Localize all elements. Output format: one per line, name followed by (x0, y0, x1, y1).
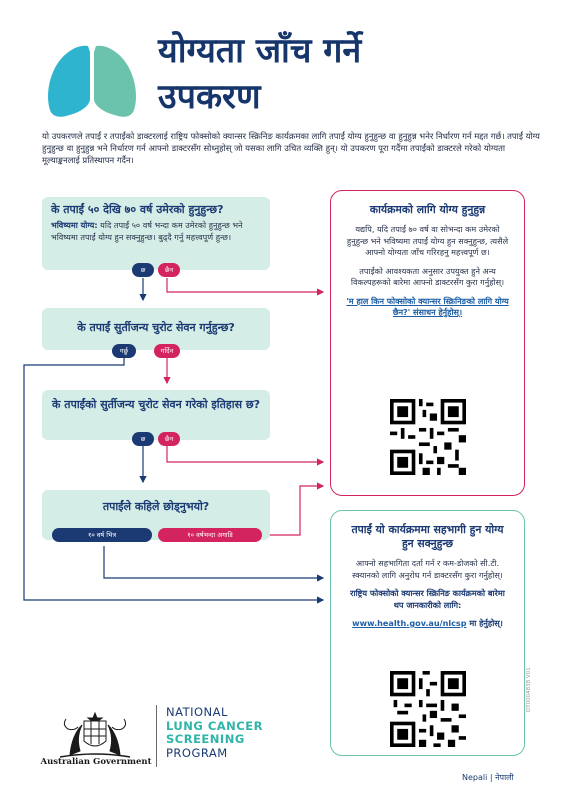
q4-option-within-10: १० वर्ष भित्र (52, 528, 152, 542)
qr-code-icon (390, 671, 466, 747)
question-age-text: के तपाईं ५० देखि ७० वर्ष उमेरको हुनुहुन्छ? (51, 203, 224, 216)
page-title-line-2: उपकरण (158, 77, 261, 117)
q4-option-over-10: १० वर्षभन्दा अगाडि (158, 528, 262, 542)
question-smoke-now-text: के तपाईं सुर्तीजन्य चुरोट सेवन गर्नुहुन्छ? (77, 321, 235, 334)
result-not-eligible (330, 190, 525, 496)
page-title-line-1: योग्यता जाँच गर्ने (158, 31, 362, 71)
nlcsp-url-link[interactable]: www.health.gov.au/nlcsp (352, 618, 467, 628)
nlcsp-line-4: PROGRAM (166, 745, 228, 760)
nlcsp-line-3: SCREENING (166, 732, 245, 746)
not-eligible-title: कार्यक्रमको लागि योग्य हुनुहुन्न (369, 203, 486, 216)
nlcsp-logo (166, 706, 263, 760)
q3-no-pill: छैन (158, 432, 180, 446)
question-smoke-history-text: के तपाईंको सुर्तीजन्य चुरोट सेवन गरेको इतिहास छ? (52, 398, 260, 411)
not-eligible-para-1: यद्यपि, यदि तपाईं ७० वर्ष वा सोभन्दा कम उमेरको हुनुहुन्छ भने भविष्यमा तपाईं योग्य हुन सक्नुहुन्छ, त्यसैले आफ्नो योग्यता जाँच गरिरहनु महत्त्वपूर्ण छ। (346, 224, 509, 257)
nlcsp-line-1: NATIONAL (166, 705, 228, 719)
australian-government-label: Australian Government (40, 757, 152, 767)
lungs-logo (42, 40, 142, 120)
question-quit-when-text: तपाईंले कहिले छोड्नुभयो? (102, 500, 210, 513)
note-label: भविष्यमा योग्य: (51, 220, 98, 230)
question-age (42, 197, 270, 270)
q1-yes-pill: छ (132, 263, 154, 277)
footer-divider (156, 705, 157, 767)
q3-yes-pill: छ (132, 432, 154, 446)
eligible-para-2: राष्ट्रिय फोक्सोको क्यान्सर स्क्रिनिङ कार्यक्रमको बारेमा थप जानकारीको लागि: (350, 588, 505, 610)
eligible-title: तपाईं यो कार्यक्रममा सहभागी हुन योग्य हुन सक्नुहुन्छ (351, 523, 504, 550)
q2-yes-pill: गर्छु (112, 344, 136, 358)
not-eligible-para-2: तपाईंको आवश्यकता अनुसार उपयुक्त हुने अन्य विकल्पहरूको बारेमा आफ्नो डाक्टरसँग कुरा गर्नुहोस्। (350, 265, 505, 287)
intro-text: यो उपकरणले तपाईं र तपाईंको डाक्टरलाई राष्ट्रिय फोक्सोको क्यान्सर स्क्रिनिङ कार्यक्रमका लागि तपाईं योग्य हुनुहुन्छ वा हुनुहुन्न भनेर निर्धारण गर्न मद्दत गर्छ। तपाईं योग्य हुनुहुन्छ वा हुनुहुन्न भने निर्धारण गर्न आफ्नो डाक्टरसँग सोध्नुहोस् जो यसका लागि उचित व्यक्ति हुन्। यो उपकरण पूरा गर्दैमा तपाईंको डाक्टरले गरेको योग्यता मूल्याङ्कनलाई प्रतिस्थापन गर्दैन। (42, 131, 540, 165)
question-age-note (51, 220, 261, 243)
qr-code-icon (390, 399, 466, 475)
note-text: यदि तपाईं ५० वर्ष भन्दा कम उमेरको हुनुहुन्छ भने भविष्यमा तपाईं योग्य हुन सक्नुहुन्छ। बुढ्दै गर्नु महत्त्वपूर्ण हुन्छ। (51, 220, 243, 242)
url-suffix: मा हेर्नुहोस्। (466, 618, 503, 628)
q1-no-pill: छैन (158, 263, 180, 277)
nlcsp-line-2: LUNG CANCER (166, 718, 263, 733)
resource-link[interactable]: 'म हाल किन फोक्सोको क्यान्सर स्क्रिनिङको लागि योग्य छैन?' संसाधन हेर्नुहोस्। (346, 295, 509, 317)
question-smoke-history (42, 390, 270, 440)
eligible-para-1: आफ्नो सहभागिता दर्ता गर्न र कम-डोजको सी.टी. स्क्यानको लागि अनुरोध गर्न डाक्टरसँग कुरा गर्नुहोस्। (352, 558, 503, 580)
question-smoke-now (42, 308, 270, 350)
document-code: DT0004838 V01 (526, 667, 532, 712)
eligible-url-line (345, 618, 510, 630)
result-eligible (330, 510, 525, 756)
q2-no-pill: गर्दिन (154, 344, 180, 358)
language-label: Nepali | नेपाली (462, 773, 514, 782)
